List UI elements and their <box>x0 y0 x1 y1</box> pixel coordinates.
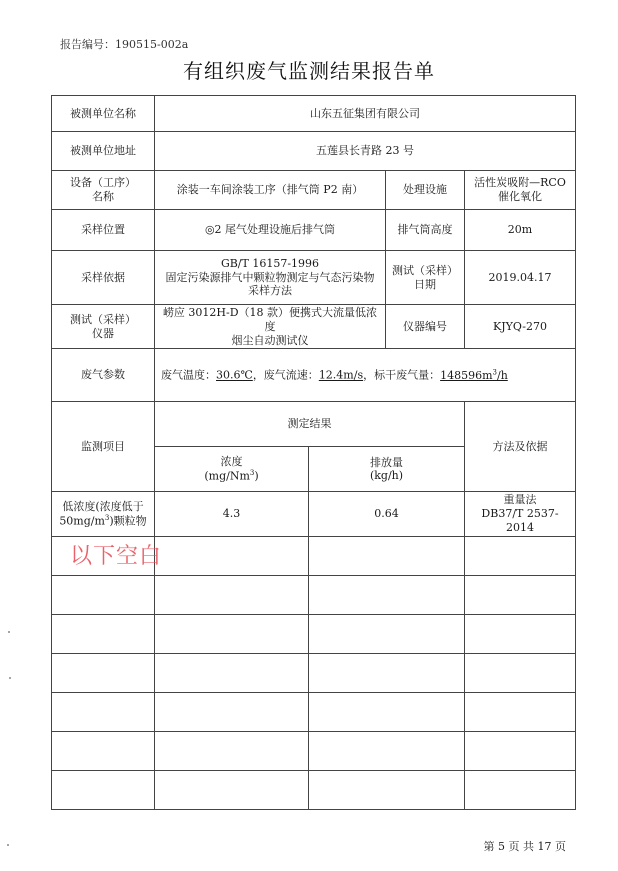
conc-unit <box>158 469 305 483</box>
equipment-label-line1: 设备（工序） <box>70 176 136 190</box>
conc-unit-text: (mg/Nm <box>204 469 250 483</box>
instrument-value <box>155 305 386 349</box>
conc-unit-sup: 3 <box>249 468 255 477</box>
equipment-value: 涂装一车间涂装工序（排气筒 P2 南） <box>155 171 386 210</box>
instrument-label-line2: 仪器 <box>92 326 114 340</box>
item-line2-text: 50mg/m <box>59 514 105 528</box>
gas-volume-value <box>440 369 508 382</box>
row-sampling-location <box>52 210 576 251</box>
gas-temp-value: 30.6℃ <box>216 368 253 382</box>
facility-value-line2: 催化氧化 <box>498 190 542 203</box>
unit-address-value: 五莲县长青路 23 号 <box>155 132 576 171</box>
gas-params-label: 废气参数 <box>52 349 155 402</box>
sampling-location-label: 采样位置 <box>52 210 155 251</box>
gas-volume-unit-tail: /h <box>496 368 508 382</box>
instrument-value-line1: 崂应 3012H-D（18 款）便携式大流量低浓度 <box>162 306 378 333</box>
item-value <box>52 492 155 536</box>
method-line1: 重量法 <box>503 493 537 507</box>
facility-label: 处理设施 <box>386 171 465 210</box>
method-value <box>465 492 576 536</box>
page-title: 有组织废气监测结果报告单 <box>183 59 435 83</box>
row-unit-address <box>52 132 576 171</box>
item-line2 <box>55 514 151 528</box>
report-number <box>60 36 188 52</box>
sampling-basis-line1: GB/T 16157-1996 <box>220 256 320 270</box>
instrument-label <box>52 305 155 349</box>
result-label: 测定结果 <box>155 402 465 447</box>
report-number-label: 报告编号： <box>60 38 115 51</box>
gas-flow-label: ，废气流速： <box>252 368 319 382</box>
conc-unit-tail: ) <box>254 469 259 483</box>
item-line1: 低浓度(浓度低于 <box>62 499 144 513</box>
instrument-label-line1: 测试（采样） <box>70 312 136 326</box>
equipment-label-line2: 名称 <box>92 190 114 203</box>
item-line2-sup: 3 <box>104 513 110 522</box>
page-number: 第 5 页 共 17 页 <box>483 840 566 853</box>
sampling-basis-line3: 采样方法 <box>248 284 292 298</box>
item-label: 监测项目 <box>52 402 155 492</box>
test-date-label-line2: 日期 <box>414 277 436 291</box>
unit-name-value: 山东五征集团有限公司 <box>155 96 576 132</box>
instrument-value-line2: 烟尘自动测试仪 <box>231 333 309 347</box>
emission-header <box>309 447 465 492</box>
conc-value: 4.3 <box>155 492 309 536</box>
sampling-basis-line2: 固定污染源排气中颗粒物测定与气态污染物 <box>165 270 375 284</box>
method-label: 方法及依据 <box>465 402 576 492</box>
row-unit-name <box>52 96 576 132</box>
gas-flow-value: 12.4m/s <box>318 368 364 382</box>
emission-unit: (kg/h) <box>369 469 404 483</box>
report-number-value: 190515-002a <box>115 38 189 51</box>
stack-height-value: 20m <box>465 210 576 251</box>
stack-height-label: 排气筒高度 <box>386 210 465 251</box>
empty-row <box>52 614 576 653</box>
equipment-label <box>52 171 155 210</box>
row-results-header <box>52 402 576 447</box>
unit-name-label: 被测单位名称 <box>52 96 155 132</box>
facility-value-line1: 活性炭吸附—RCO <box>474 176 566 190</box>
empty-row <box>52 770 576 809</box>
gas-volume-sup: 3 <box>492 368 497 377</box>
test-date-value: 2019.04.17 <box>465 251 576 305</box>
test-date-label-line1: 测试（采样） <box>392 263 458 277</box>
row-sampling-basis <box>52 251 576 305</box>
unit-address-label: 被测单位地址 <box>52 132 155 171</box>
item-line3: )颗粒物 <box>109 514 147 528</box>
empty-row <box>52 731 576 770</box>
instrument-no-value: KJYQ-270 <box>465 305 576 349</box>
row-equipment <box>52 171 576 210</box>
emission-value: 0.64 <box>309 492 465 536</box>
instrument-no-label: 仪器编号 <box>386 305 465 349</box>
row-gas-params <box>52 349 576 402</box>
row-instrument <box>52 305 576 349</box>
empty-row <box>52 575 576 614</box>
method-line2: DB37/T 2537-2014 <box>481 507 559 534</box>
row-result-data <box>52 492 576 536</box>
conc-label: 浓度 <box>220 455 243 469</box>
conc-header <box>155 447 309 492</box>
sampling-basis-label: 采样依据 <box>52 251 155 305</box>
blank-below-stamp: 以下空白 <box>70 544 163 569</box>
test-date-label <box>386 251 465 305</box>
empty-row <box>52 692 576 731</box>
gas-params-value <box>155 349 576 402</box>
gas-volume-label: ，标干废气量： <box>363 368 441 382</box>
gas-temp-label: 废气温度： <box>161 368 216 382</box>
gas-volume-number: 148596m <box>440 368 493 382</box>
sampling-basis-value <box>155 251 386 305</box>
emission-label: 排放量 <box>370 455 403 469</box>
sampling-location-value: ◎2 尾气处理设施后排气筒 <box>155 210 386 251</box>
report-table <box>51 95 575 802</box>
empty-row <box>52 653 576 692</box>
facility-value <box>465 171 576 210</box>
